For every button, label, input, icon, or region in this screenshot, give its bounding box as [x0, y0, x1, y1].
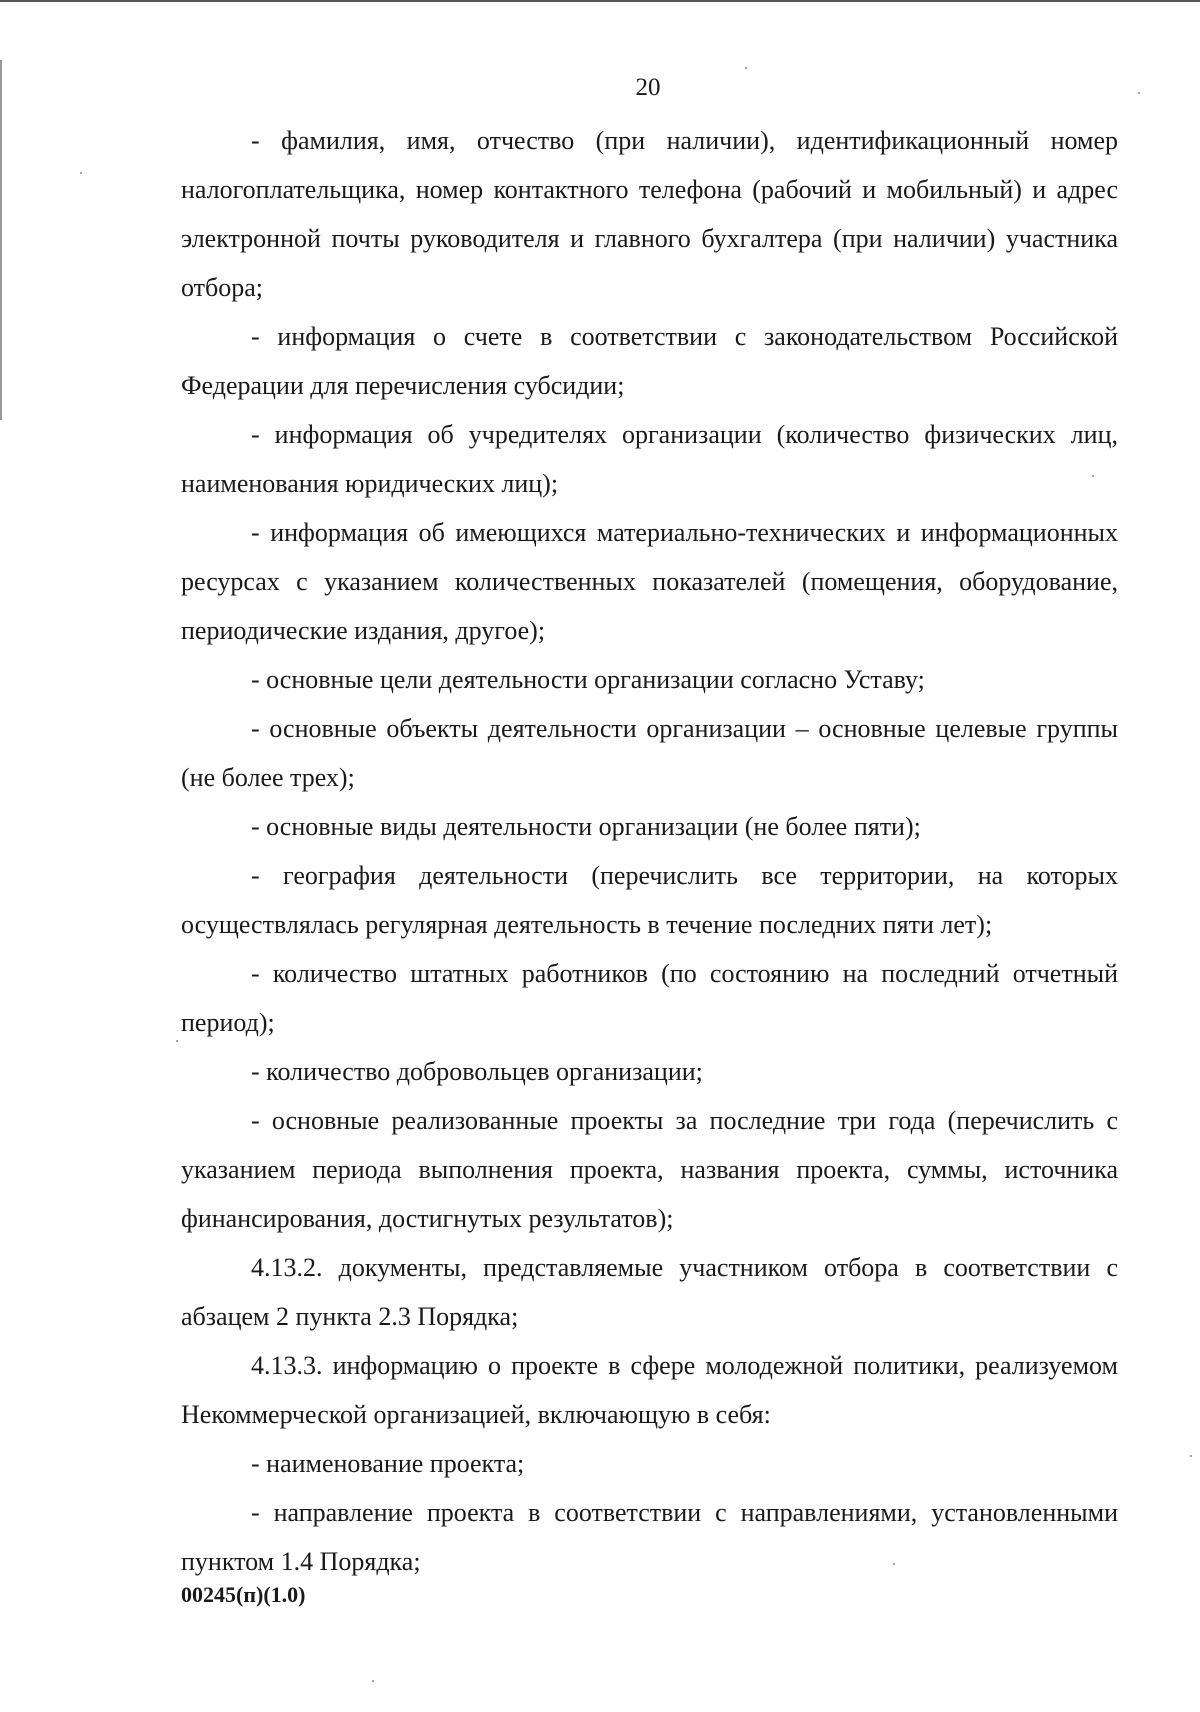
document-code: 00245(п)(1.0): [181, 1582, 306, 1607]
paragraph-project-name: - наименование проекта;: [251, 1449, 525, 1478]
paragraph-clause-4-13-2: 4.13.2. документы, представляемые участником отбора в соответствии с абзацем 2 пункта 2.3 Порядка;: [181, 1253, 1118, 1331]
scan-speck: [893, 1563, 895, 1565]
paragraph-staff-count: - количество штатных работников (по состоянию на последний отчетный период);: [181, 959, 1118, 1037]
paragraph-project-direction: - направление проекта в соответствии с направлениями, установленными пунктом 1.4 Порядка;: [181, 1498, 1118, 1576]
scan-speck: [176, 1040, 178, 1042]
scan-speck: [1138, 92, 1140, 94]
scan-speck: [1092, 475, 1094, 477]
paragraph-main-goals: - основные цели деятельности организации согласно Уставу;: [251, 665, 925, 694]
paragraph-resources-info: - информация об имеющихся материально-технических и информационных ресурсах с указанием количественных показателей (помещения, оборудование, периодические издания, другое);: [181, 518, 1118, 645]
paragraph-activity-geography: - география деятельности (перечислить все территории, на которых осуществлялась регулярная деятельность в течение последних пяти лет);: [181, 861, 1118, 939]
document-body: [181, 116, 1118, 1586]
scan-speck: [1190, 1455, 1192, 1457]
paragraph-activity-types: - основные виды деятельности организации (не более пяти);: [251, 812, 921, 841]
paragraph-clause-4-13-3: 4.13.3. информацию о проекте в сфере молодежной политики, реализуемом Некоммерческой организацией, включающую в себя:: [181, 1351, 1118, 1429]
paragraph-implemented-projects: - основные реализованные проекты за последние три года (перечислить с указанием периода выполнения проекта, названия проекта, суммы, источника финансирования, достигнутых результатов);: [181, 1106, 1118, 1233]
paragraph-account-info: - информация о счете в соответствии с законодательством Российской Федерации для перечисления субсидии;: [181, 322, 1118, 400]
scan-speck: [372, 1680, 374, 1682]
paragraph-volunteer-count: - количество добровольцев организации;: [251, 1057, 703, 1086]
paragraph-target-groups: - основные объекты деятельности организации – основные целевые группы (не более трех);: [181, 714, 1118, 792]
scan-top-edge: [0, 0, 1200, 2]
paragraph-contact-info: - фамилия, имя, отчество (при наличии), идентификационный номер налогоплательщика, номер контактного телефона (рабочий и мобильный) и адрес электронной почты руководителя и главного бухгалтера (при наличии) участника отбора;: [181, 126, 1118, 302]
page-number: 20: [635, 74, 661, 101]
scan-speck: [745, 67, 747, 69]
scan-left-edge: [0, 60, 2, 420]
paragraph-founders-info: - информация об учредителях организации (количество физических лиц, наименования юридических лиц);: [181, 420, 1118, 498]
scan-speck: [80, 172, 82, 174]
